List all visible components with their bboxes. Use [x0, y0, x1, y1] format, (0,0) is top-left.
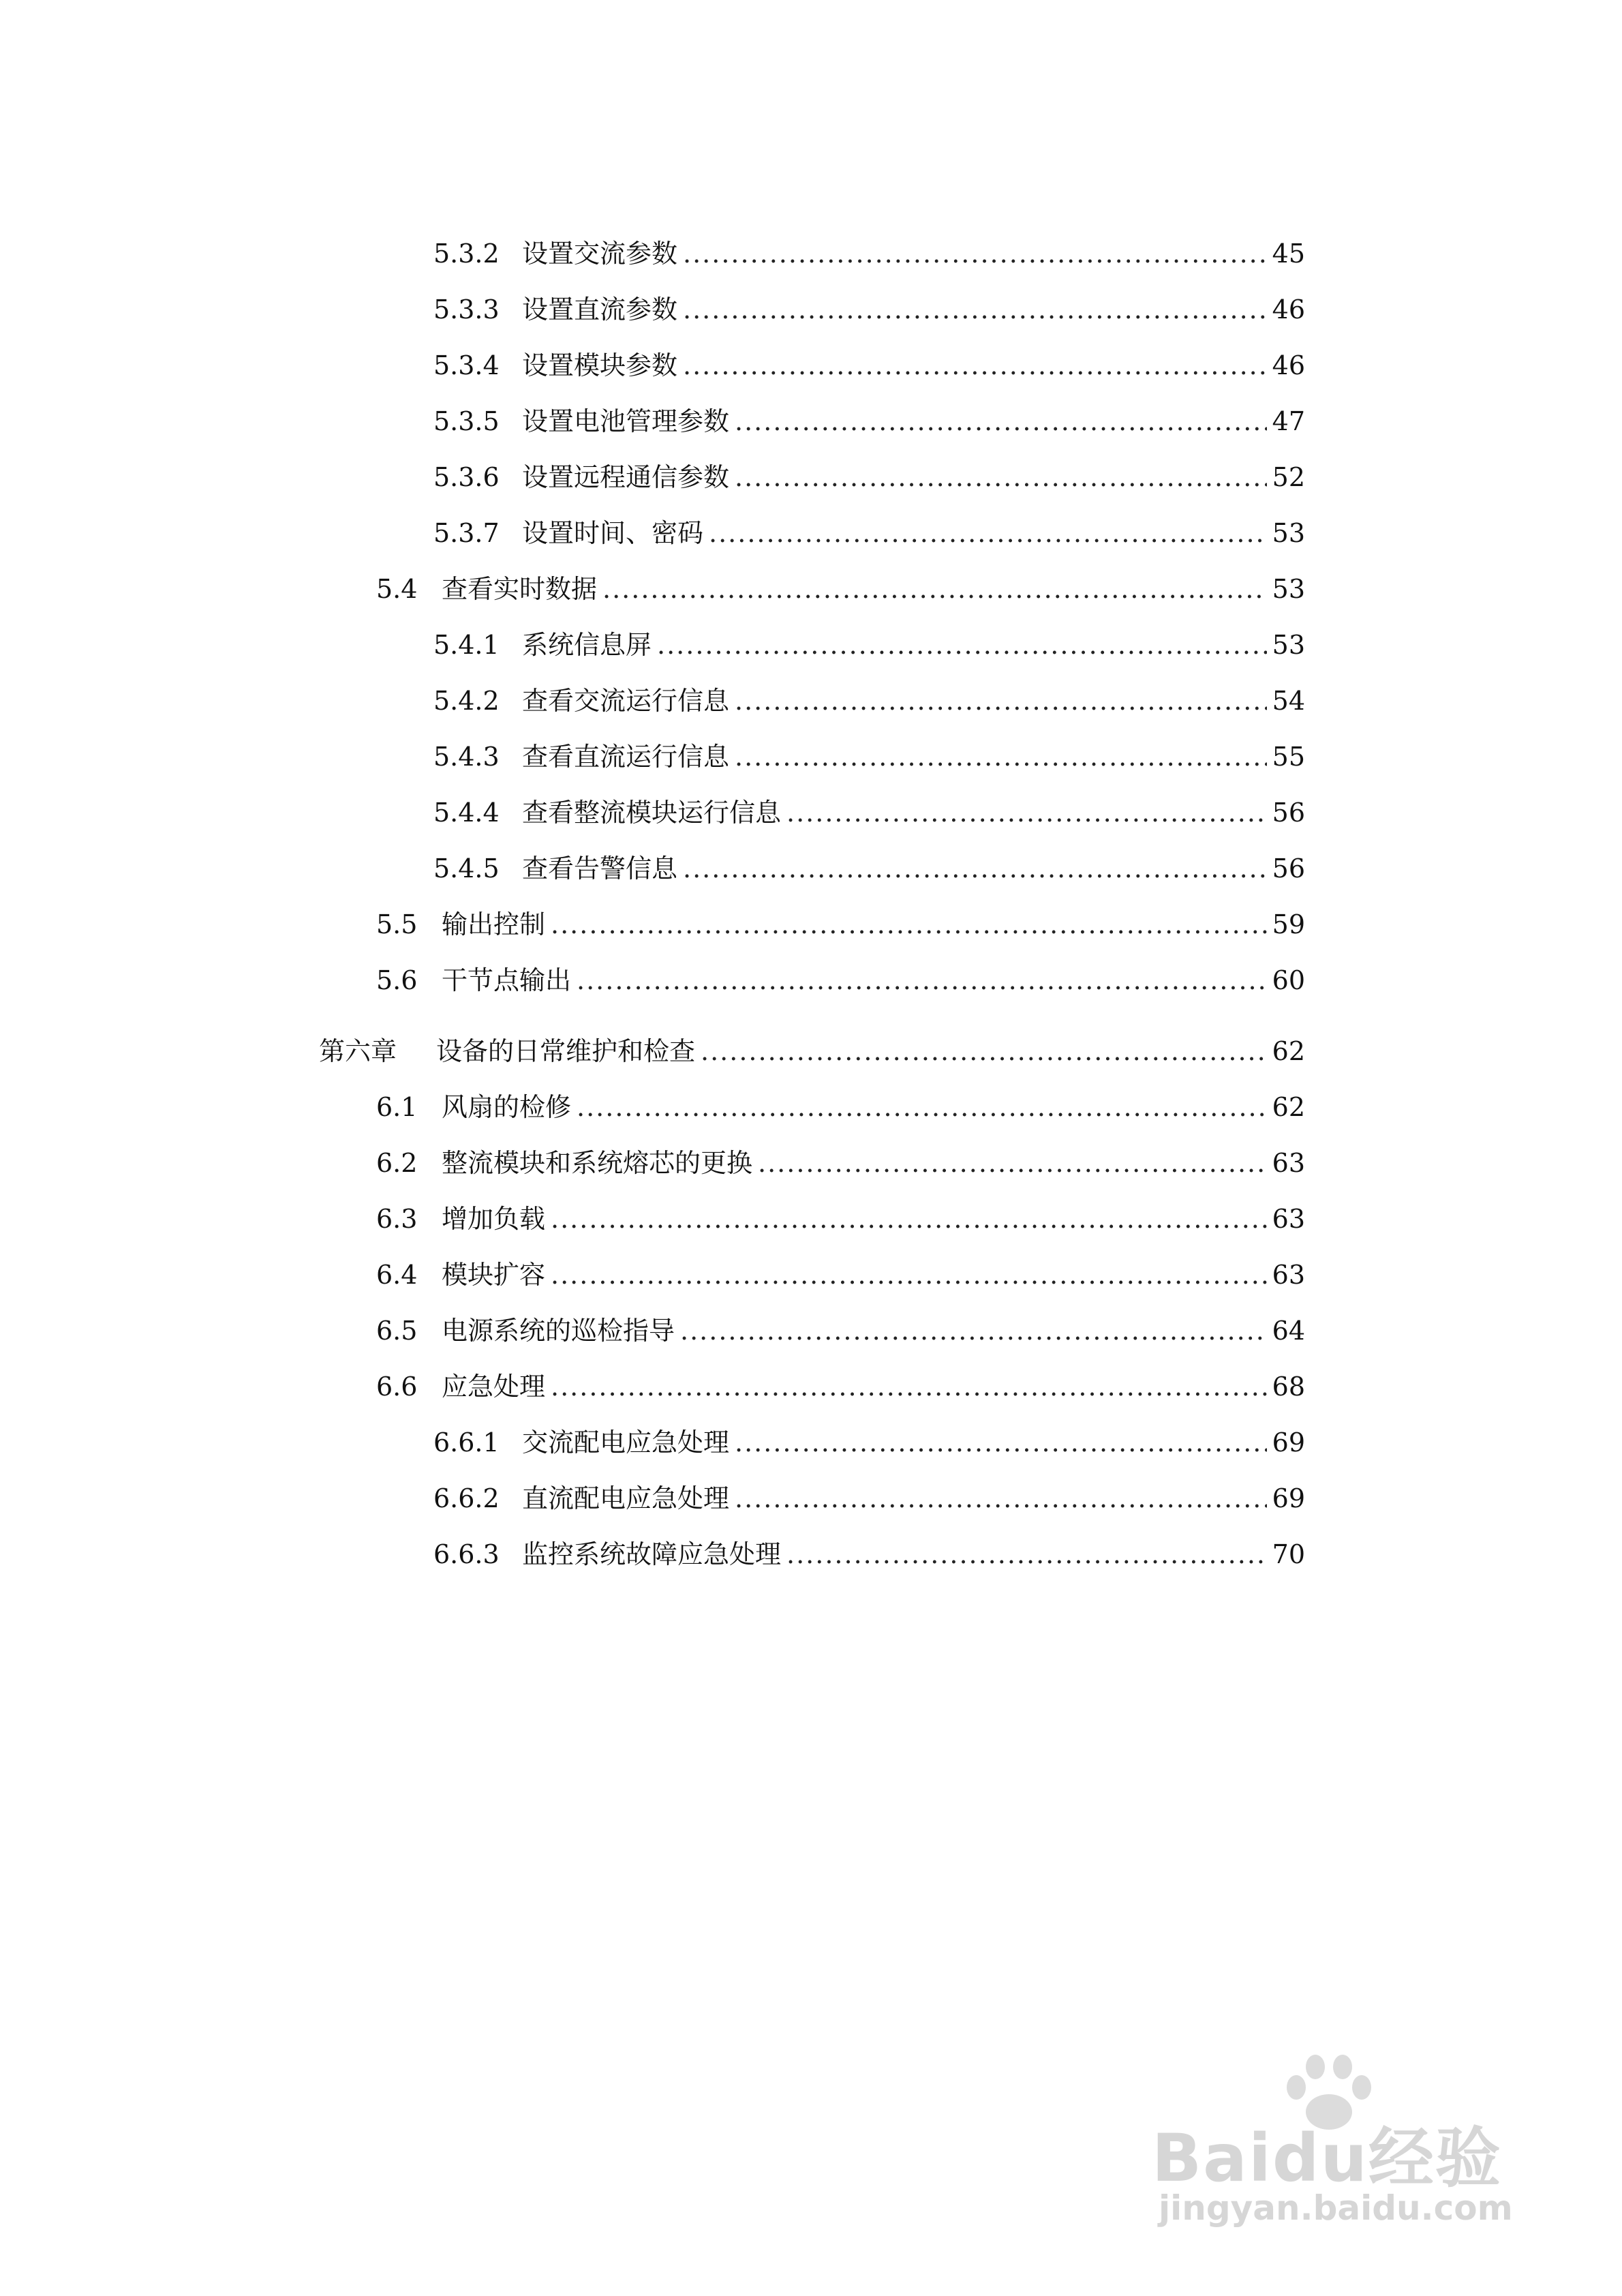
toc-dot-leader: [735, 1422, 1267, 1463]
toc-entry-title: 设置远程通信参数: [522, 462, 730, 492]
toc-entry[interactable]: [433, 848, 1305, 889]
toc-dot-leader: [657, 624, 1267, 665]
toc-dot-leader: [602, 569, 1267, 609]
toc-entry-number: 第六章: [319, 1036, 397, 1066]
toc-entry-page-number: 64: [1272, 1316, 1305, 1346]
toc-entry-title: 增加负载: [442, 1204, 546, 1234]
toc-entry-title: 系统信息屏: [522, 630, 652, 660]
toc-entry[interactable]: [376, 1087, 1305, 1128]
toc-entry-number: 5.4: [376, 574, 418, 604]
toc-entry[interactable]: [433, 289, 1305, 330]
toc-entry-number: 5.3.2: [433, 239, 500, 269]
toc-entry[interactable]: [376, 904, 1305, 945]
toc-entry-number: 6.3: [376, 1204, 418, 1234]
toc-entry-page-number: 52: [1272, 462, 1305, 492]
toc-dot-leader: [551, 1254, 1267, 1295]
toc-dot-leader: [735, 457, 1267, 498]
toc-entry-title: 监控系统故障应急处理: [522, 1539, 782, 1569]
toc-entry[interactable]: [433, 624, 1305, 665]
toc-entry-title: 设置电池管理参数: [522, 406, 730, 436]
toc-entry-title: 查看直流运行信息: [522, 742, 730, 772]
toc-entry-page-number: 59: [1272, 909, 1305, 939]
toc-entry-title: 设置直流参数: [522, 294, 678, 324]
toc-entry[interactable]: [376, 1143, 1305, 1183]
toc-dot-leader: [551, 1198, 1267, 1239]
toc-entry-page-number: 47: [1272, 406, 1305, 436]
toc-entry-page-number: 70: [1272, 1539, 1305, 1569]
toc-entry-number: 6.6.2: [433, 1483, 500, 1513]
toc-entry-title: 设置模块参数: [522, 350, 678, 380]
toc-entry[interactable]: [376, 1310, 1305, 1351]
toc-entry-page-number: 63: [1272, 1204, 1305, 1234]
toc-dot-leader: [551, 1366, 1267, 1407]
toc-entry-title: 模块扩容: [442, 1260, 546, 1290]
toc-entry-title: 查看整流模块运行信息: [522, 798, 782, 828]
toc-entry-number: 5.3.3: [433, 294, 500, 324]
toc-entry[interactable]: [433, 1422, 1305, 1463]
toc-entry-number: 6.1: [376, 1092, 418, 1122]
toc-dot-leader: [786, 792, 1267, 833]
toc-entry-number: 5.4.2: [433, 686, 500, 716]
toc-entry-page-number: 69: [1272, 1483, 1305, 1513]
toc-entry-number: 6.5: [376, 1316, 418, 1346]
toc-entry-title: 整流模块和系统熔芯的更换: [442, 1148, 753, 1178]
toc-entry-page-number: 60: [1272, 965, 1305, 995]
toc-entry[interactable]: [376, 1366, 1305, 1407]
toc-entry[interactable]: [376, 1254, 1305, 1295]
toc-entry[interactable]: [433, 1478, 1305, 1519]
toc-entry-page-number: 53: [1272, 630, 1305, 660]
toc-entry[interactable]: [376, 569, 1305, 609]
toc-entry-page-number: 56: [1272, 854, 1305, 883]
toc-dot-leader: [758, 1143, 1267, 1183]
toc-entry-number: 5.4.4: [433, 798, 500, 828]
toc-entry-title: 查看交流运行信息: [522, 686, 730, 716]
toc-entry-page-number: 54: [1272, 686, 1305, 716]
toc-entry[interactable]: [433, 1534, 1305, 1575]
toc-entry-page-number: 53: [1272, 574, 1305, 604]
toc-entry-number: 6.4: [376, 1260, 418, 1290]
toc-entry-title: 风扇的检修: [442, 1092, 572, 1122]
toc-entry[interactable]: [433, 792, 1305, 833]
toc-dot-leader: [709, 513, 1267, 554]
toc-entry-page-number: 63: [1272, 1148, 1305, 1178]
toc-entry-page-number: 46: [1272, 350, 1305, 380]
toc-entry-number: 5.3.6: [433, 462, 500, 492]
toc-entry-page-number: 69: [1272, 1428, 1305, 1457]
toc-entry-number: 5.6: [376, 965, 418, 995]
toc-entry-number: 5.4.5: [433, 854, 500, 883]
toc-entry-number: 5.5: [376, 909, 418, 939]
toc-entry[interactable]: [433, 680, 1305, 721]
toc-dot-leader: [735, 401, 1267, 442]
toc-entry-page-number: 56: [1272, 798, 1305, 828]
toc-dot-leader: [680, 1310, 1267, 1351]
toc-entry-number: 5.4.1: [433, 630, 500, 660]
toc-entry-title: 设置时间、密码: [522, 518, 704, 548]
toc-entry[interactable]: [433, 457, 1305, 498]
toc-entry-title: 查看实时数据: [442, 574, 598, 604]
toc-dot-leader: [577, 960, 1267, 1001]
toc-entry[interactable]: [433, 401, 1305, 442]
toc-dot-leader: [551, 904, 1267, 945]
toc-entry-number: 5.4.3: [433, 742, 500, 772]
toc-entry-title: 输出控制: [442, 909, 546, 939]
toc-entry-title: 设备的日常维护和检查: [436, 1036, 696, 1066]
toc-entry-number: 5.3.5: [433, 406, 500, 436]
toc-dot-leader: [735, 1478, 1267, 1519]
toc-entry-title: 设置交流参数: [522, 239, 678, 269]
baidu-jingyan-watermark: [1152, 2052, 1533, 2229]
toc-entry[interactable]: [319, 1031, 1305, 1072]
toc-dot-leader: [735, 680, 1267, 721]
toc-dot-leader: [735, 736, 1267, 777]
toc-entry-number: 6.2: [376, 1148, 418, 1178]
toc-entry-number: 5.3.4: [433, 350, 500, 380]
toc-entry[interactable]: [433, 233, 1305, 274]
toc-dot-leader: [683, 848, 1267, 889]
toc-entry[interactable]: [433, 345, 1305, 386]
toc-entry-page-number: 62: [1272, 1092, 1305, 1122]
toc-dot-leader: [577, 1087, 1267, 1128]
toc-dot-leader: [683, 289, 1267, 330]
toc-entry-page-number: 68: [1272, 1372, 1305, 1402]
toc-entry-page-number: 62: [1272, 1036, 1305, 1066]
toc-entry-page-number: 46: [1272, 294, 1305, 324]
toc-entry-number: 5.3.7: [433, 518, 500, 548]
toc-entry-number: 6.6: [376, 1372, 418, 1402]
toc-entry-title: 电源系统的巡检指导: [442, 1316, 675, 1346]
toc-entry-title: 交流配电应急处理: [522, 1428, 730, 1457]
watermark-brand: Baidu经验: [1152, 2120, 1502, 2196]
toc-entry[interactable]: [433, 736, 1305, 777]
toc-dot-leader: [683, 233, 1267, 274]
toc-entry-page-number: 45: [1272, 239, 1305, 269]
toc-entry-page-number: 63: [1272, 1260, 1305, 1290]
watermark-url: jingyan.baidu.com: [1159, 2188, 1513, 2228]
toc-entry-title: 查看告警信息: [522, 854, 678, 883]
toc-dot-leader: [683, 345, 1267, 386]
toc-entry-page-number: 55: [1272, 742, 1305, 772]
toc-entry-title: 直流配电应急处理: [522, 1483, 730, 1513]
toc-entry-title: 应急处理: [442, 1372, 546, 1402]
toc-entry[interactable]: [376, 1198, 1305, 1239]
toc-entry-number: 6.6.3: [433, 1539, 500, 1569]
toc-entry[interactable]: [433, 513, 1305, 554]
toc-entry-title: 干节点输出: [442, 965, 572, 995]
toc-dot-leader: [786, 1534, 1267, 1575]
toc-entry-page-number: 53: [1272, 518, 1305, 548]
toc-entry-number: 6.6.1: [433, 1428, 500, 1457]
toc-dot-leader: [701, 1031, 1267, 1072]
toc-entry[interactable]: [376, 960, 1305, 1001]
